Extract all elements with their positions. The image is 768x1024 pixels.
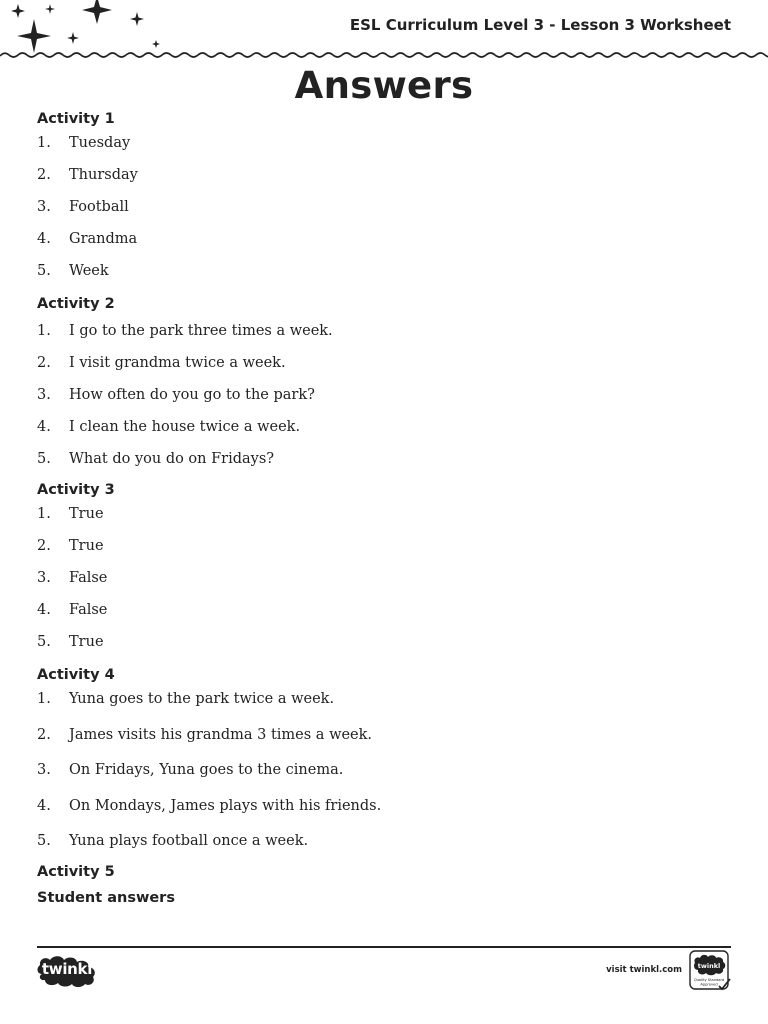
item-text: I visit grandma twice a week. bbox=[69, 355, 286, 371]
list-item bbox=[37, 417, 737, 449]
item-number: 2. bbox=[37, 167, 51, 183]
item-text: I clean the house twice a week. bbox=[69, 419, 301, 435]
list-item bbox=[37, 261, 737, 291]
item-number: 1. bbox=[37, 323, 51, 339]
list-item bbox=[37, 229, 737, 261]
worksheet-header-title: ESL Curriculum Level 3 - Lesson 3 Worksheet bbox=[349, 16, 731, 34]
item-number: 2. bbox=[37, 355, 51, 371]
activity-heading: Activity 2 bbox=[37, 296, 115, 312]
item-text: True bbox=[69, 634, 104, 650]
list-item bbox=[37, 133, 737, 165]
activity-heading: Activity 3 bbox=[37, 482, 115, 498]
item-text: Tuesday bbox=[69, 135, 131, 151]
item-text: True bbox=[69, 506, 104, 522]
list-item bbox=[37, 796, 737, 831]
activity-2 bbox=[37, 295, 737, 479]
item-number: 5. bbox=[37, 833, 51, 849]
item-number: 4. bbox=[37, 798, 51, 814]
badge-brand-text: twinkl bbox=[697, 962, 721, 970]
list-item bbox=[37, 632, 737, 662]
item-number: 5. bbox=[37, 451, 51, 467]
list-item bbox=[37, 536, 737, 568]
star-icon bbox=[11, 4, 25, 18]
wavy-divider bbox=[0, 44, 768, 64]
item-number: 5. bbox=[37, 263, 51, 279]
item-text: Football bbox=[69, 199, 129, 215]
item-number: 2. bbox=[37, 538, 51, 554]
list-item bbox=[37, 725, 737, 760]
activity-heading: Activity 1 bbox=[37, 111, 115, 127]
answer-list bbox=[37, 321, 737, 479]
visit-link[interactable]: visit twinkl.com bbox=[606, 965, 682, 975]
list-item bbox=[37, 831, 737, 867]
item-text: What do you do on Fridays? bbox=[69, 451, 275, 467]
item-text: Yuna goes to the park twice a week. bbox=[69, 691, 335, 707]
activity-3 bbox=[37, 481, 737, 662]
item-text: False bbox=[69, 602, 108, 618]
list-item bbox=[37, 353, 737, 385]
item-number: 1. bbox=[37, 691, 51, 707]
activity-heading: Activity 4 bbox=[37, 667, 115, 683]
star-icon bbox=[67, 32, 79, 44]
item-number: 3. bbox=[37, 570, 51, 586]
item-text: How often do you go to the park? bbox=[69, 387, 315, 403]
twinkl-logo-text: twinkl bbox=[41, 960, 93, 978]
activity-5 bbox=[37, 863, 737, 907]
item-text: I go to the park three times a week. bbox=[69, 323, 333, 339]
item-number: 2. bbox=[37, 727, 51, 743]
item-text: Thursday bbox=[69, 167, 138, 183]
list-item bbox=[37, 689, 737, 725]
star-icon bbox=[130, 12, 144, 26]
answer-list bbox=[37, 689, 737, 867]
list-item bbox=[37, 197, 737, 229]
item-number: 1. bbox=[37, 506, 51, 522]
badge-line-1: Quality Standard bbox=[693, 978, 725, 982]
item-number: 4. bbox=[37, 419, 51, 435]
item-number: 3. bbox=[37, 762, 51, 778]
list-item bbox=[37, 568, 737, 600]
star-icon bbox=[45, 4, 55, 14]
item-text: James visits his grandma 3 times a week. bbox=[69, 727, 373, 743]
item-number: 4. bbox=[37, 231, 51, 247]
quality-badge-icon bbox=[689, 950, 733, 992]
answer-list bbox=[37, 504, 737, 662]
list-item bbox=[37, 600, 737, 632]
item-text: True bbox=[69, 538, 104, 554]
answer-list bbox=[37, 133, 737, 291]
item-number: 5. bbox=[37, 634, 51, 650]
item-text: On Fridays, Yuna goes to the cinema. bbox=[69, 762, 344, 778]
list-item bbox=[37, 760, 737, 796]
list-item bbox=[37, 385, 737, 417]
item-number: 1. bbox=[37, 135, 51, 151]
item-text: Yuna plays football once a week. bbox=[69, 833, 309, 849]
page-title: Answers bbox=[294, 64, 474, 107]
answers-content bbox=[37, 110, 737, 912]
list-item bbox=[37, 449, 737, 479]
item-text: On Mondays, James plays with his friends. bbox=[69, 798, 382, 814]
footer-divider bbox=[37, 946, 731, 948]
item-text: False bbox=[69, 570, 108, 586]
list-item bbox=[37, 165, 737, 197]
star-icon bbox=[82, 0, 112, 24]
list-item bbox=[37, 321, 737, 353]
activity-heading: Activity 5 bbox=[37, 864, 115, 880]
activity-note: Student answers bbox=[37, 890, 175, 906]
activity-1 bbox=[37, 110, 737, 291]
item-number: 3. bbox=[37, 199, 51, 215]
item-number: 3. bbox=[37, 387, 51, 403]
activity-4 bbox=[37, 666, 737, 867]
item-text: Grandma bbox=[69, 231, 138, 247]
badge-line-2: Approved bbox=[700, 982, 718, 987]
twinkl-logo[interactable] bbox=[36, 954, 98, 988]
item-number: 4. bbox=[37, 602, 51, 618]
item-text: Week bbox=[69, 263, 109, 279]
list-item bbox=[37, 504, 737, 536]
